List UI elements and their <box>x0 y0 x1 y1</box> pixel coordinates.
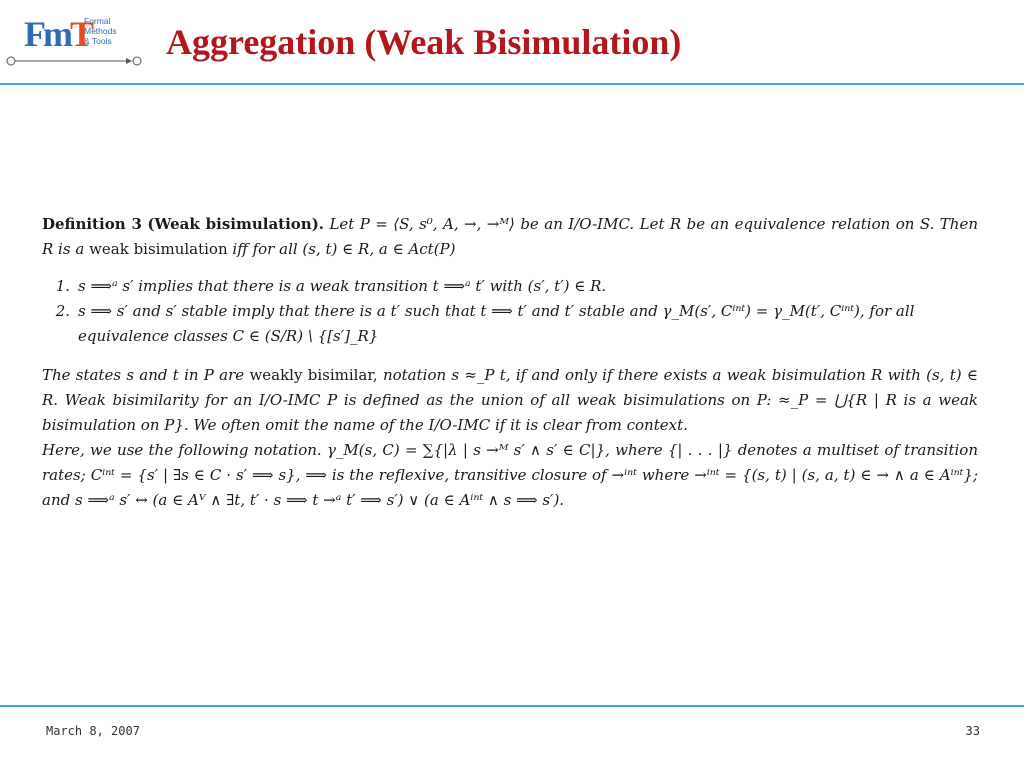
definition-term: weak bisimulation <box>89 240 228 258</box>
definition-text-2: iff for all (s, t) ∈ R, a ∈ Act(P) <box>232 240 456 258</box>
condition-text: s ⟹ s′ and s′ stable imply that there is a t′ such that t ⟹ t′ and t′ stable and γ_M(s′, Cⁱⁿᵗ) = γ_M(t′, Cⁱⁿᵗ), for all equivalence classes C ∈ (S/R) \ {[s′]_R} <box>78 302 915 345</box>
logo-arrow-line <box>6 56 146 66</box>
definition-name: (Weak bisimulation). <box>147 215 325 233</box>
definition-text-1: Let P = ⟨S, s⁰, A, →, →ᴹ⟩ be an I/O-IMC. Let R be an equivalence relation on S. Then R is a <box>42 215 978 258</box>
condition-item <box>42 299 978 349</box>
condition-item <box>42 274 978 299</box>
condition-number: 2. <box>55 302 70 320</box>
condition-number: 1. <box>55 277 70 295</box>
bisimilarity-paragraph <box>42 363 978 438</box>
definition-conditions <box>42 274 978 349</box>
definition-paragraph <box>42 212 978 262</box>
definition-label: Definition 3 <box>42 215 142 233</box>
notation-text: Here, we use the following notation. γ_M(s, C) = ∑{|λ | s →ᴹ s′ ∧ s′ ∈ C|}, where {| . . . |} denotes a multiset of transition rates; Cⁱⁿᵗ = {s′ | ∃s ∈ C · s′ ⟹ s}, ⟹ is the reflexive, transitive closure of →ⁱⁿᵗ where →ⁱⁿᵗ = {(s, t) | (s, a, t) ∈ → ∧ a ∈ Aⁱⁿᵗ}; and s ⟹ᵃ s′ ↔ (a ∈ Aⱽ ∧ ∃t, t′ · s ⟹ t →ᵃ t′ ⟹ s′) ∨ (a ∈ Aⁱⁿᵗ ∧ s ⟹ s′). <box>42 441 978 509</box>
notation-paragraph <box>42 438 978 513</box>
logo-word-2: Methods <box>84 26 117 36</box>
logo-mark: FmT <box>24 14 91 54</box>
logo-word-3: & Tools <box>84 36 112 46</box>
bisimilarity-text-1: The states s and t in P are <box>42 366 245 384</box>
footer-divider <box>0 705 1024 707</box>
bisimilarity-text-2: notation s ≈_P t, if and only if there exists a weak bisimulation R with (s, t) ∈ R. Weak bisimilarity for an I/O-IMC P is defined as the union of all weak bisimulations on P: ≈_P = ⋃{R | R is a weak bisimulation on P}. We often omit the name of the I/O-IMC if it is clear from context. <box>42 366 978 434</box>
condition-text: s ⟹ᵃ s′ implies that there is a weak transition t ⟹ᵃ t′ with (s′, t′) ∈ R. <box>78 277 607 295</box>
footer-date: March 8, 2007 <box>46 724 140 738</box>
bisimilarity-term: weakly bisimilar, <box>249 366 378 384</box>
logo-word-1: Formal <box>84 16 111 26</box>
logo-words <box>84 16 117 46</box>
header-divider <box>0 83 1024 85</box>
slide-title: Aggregation (Weak Bisimulation) <box>166 22 682 62</box>
slide-content <box>42 212 978 513</box>
page-number: 33 <box>965 724 980 738</box>
fmt-logo <box>4 10 144 66</box>
